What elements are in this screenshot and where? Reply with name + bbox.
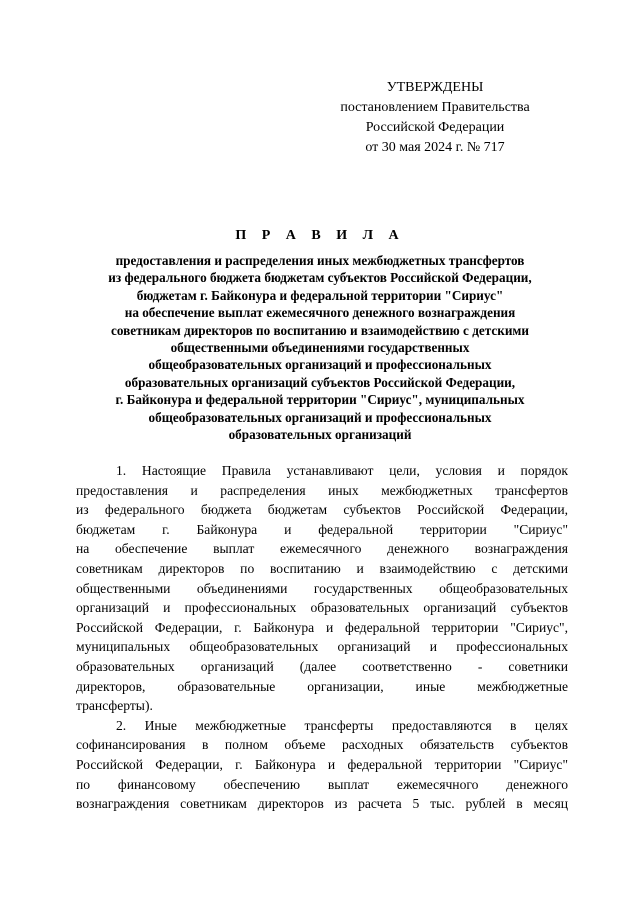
- approval-line: УТВЕРЖДЕНЫ: [386, 80, 484, 95]
- paragraph-line: предоставления и распределения иных межбюджетных трансфертов: [76, 482, 568, 498]
- approval-line: Российской Федерации: [365, 120, 505, 135]
- approval-line: постановлением Правительства: [340, 100, 530, 115]
- subtitle-line: предоставления и распределения иных межбюджетных трансфертов: [115, 253, 525, 268]
- paragraph-line: советникам директоров по воспитанию и взаимодействию с детскими: [76, 560, 568, 576]
- paragraph-1: [76, 461, 568, 716]
- paragraph-line: общественными объединениями государственных общеобразовательных: [76, 580, 568, 596]
- paragraph-line: бюджетам г. Байконура и федеральной территории "Сириус": [76, 521, 568, 537]
- subtitle-line: советникам директоров по воспитанию и взаимодействию с детскими: [111, 322, 529, 338]
- paragraph-line: вознаграждения советникам директоров из расчета 5 тыс. рублей в месяц: [76, 796, 568, 812]
- document-body: [76, 461, 568, 814]
- subtitle-line: общеобразовательных организаций и профессиональных: [148, 409, 492, 425]
- paragraph-line: на обеспечение выплат ежемесячного денежного вознаграждения: [76, 541, 568, 557]
- paragraph-2: [76, 716, 568, 814]
- approval-line: от 30 мая 2024 г. № 717: [365, 140, 505, 155]
- paragraph-line: образовательных организаций (далее соответственно - советники: [76, 658, 568, 674]
- subtitle-line: на обеспечение выплат ежемесячного денежного вознаграждения: [124, 305, 516, 321]
- paragraph-line: муниципальных общеобразовательных организаций и профессиональных: [76, 639, 568, 655]
- paragraph-line: софинансирования в полном объеме расходных обязательств субъектов: [76, 737, 568, 753]
- paragraph-line: из федерального бюджета бюджетам субъектов Российской Федерации,: [76, 502, 568, 518]
- document-title: П Р А В И Л А: [235, 228, 405, 243]
- paragraph-line: 2. Иные межбюджетные трансферты предоставляются в целях: [116, 717, 568, 733]
- paragraph-line: трансферты).: [76, 698, 153, 714]
- paragraph-line: Российской Федерации, г. Байконура и федеральной территории "Сириус": [76, 756, 568, 772]
- subtitle-line: образовательных организаций: [228, 427, 412, 443]
- subtitle-line: образовательных организаций субъектов Российской Федерации,: [124, 374, 516, 390]
- paragraph-line: по финансовому обеспечению выплат ежемесячного денежного: [76, 776, 568, 792]
- approval-block: [340, 78, 530, 158]
- paragraph-line: 1. Настоящие Правила устанавливают цели, условия и порядок: [116, 463, 568, 478]
- paragraph-line: директоров, образовательные организации, иные межбюджетные: [76, 678, 568, 694]
- subtitle-line: из федерального бюджета бюджетам субъектов Российской Федерации,: [108, 270, 532, 286]
- paragraph-line: Российской Федерации, г. Байконура и федеральной территории "Сириус",: [76, 619, 568, 635]
- subtitle-line: г. Байконура и федеральной территории "Сириус", муниципальных: [115, 392, 525, 408]
- paragraph-line: организаций и профессиональных образовательных организаций субъектов: [76, 600, 568, 616]
- subtitle-line: бюджетам г. Байконура и федеральной территории "Сириус": [136, 287, 504, 303]
- subtitle-line: общественными объединениями государственных: [170, 340, 470, 356]
- document-subtitle: [62, 252, 578, 443]
- subtitle-line: общеобразовательных организаций и профессиональных: [148, 357, 492, 373]
